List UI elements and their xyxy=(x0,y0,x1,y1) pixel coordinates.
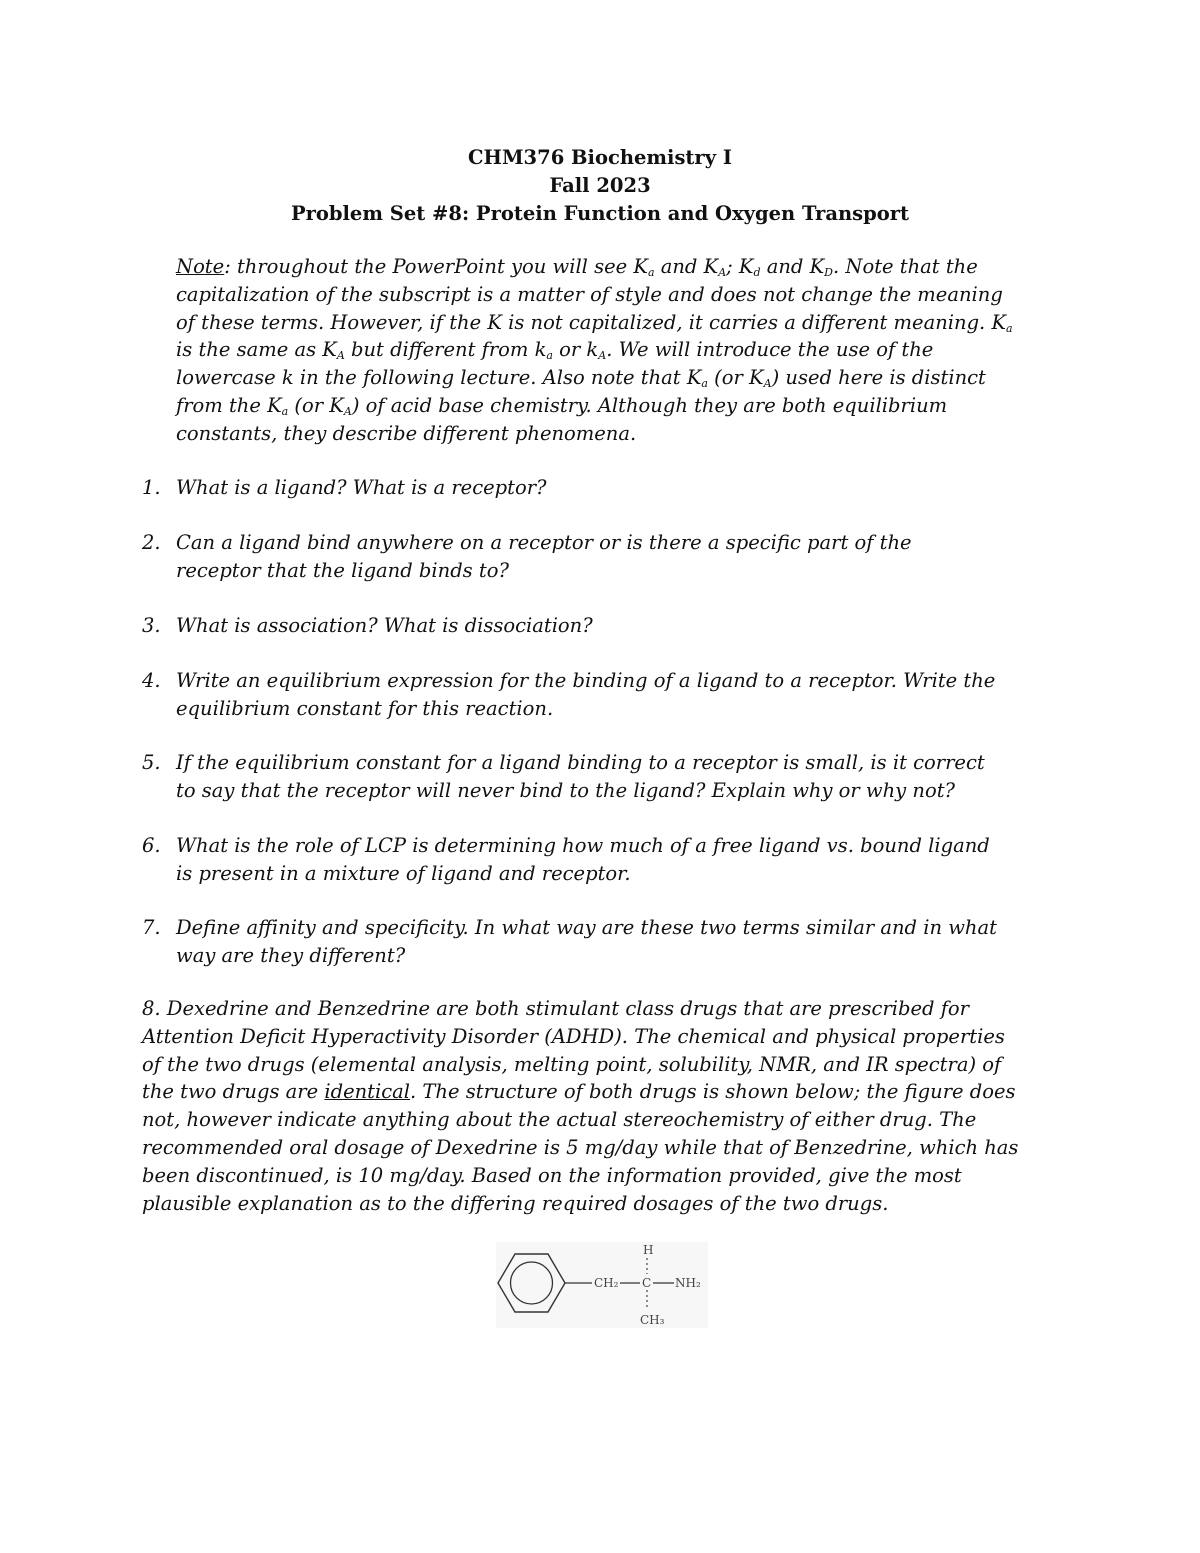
note-label: Note xyxy=(176,255,225,278)
subscript: A xyxy=(763,377,772,391)
question-8-paragraph xyxy=(142,995,1027,1217)
note-text: (or K xyxy=(707,366,764,390)
course-title: CHM376 Biochemistry I xyxy=(468,146,732,169)
ch2-label: CH₂ xyxy=(594,1276,619,1290)
question-number: 6. xyxy=(142,834,161,857)
subscript: a xyxy=(701,377,708,391)
benzene-ring xyxy=(498,1254,565,1312)
question-8-text: . The structure of both drugs is shown below; the figure does not, however indicate anything about the actual stereochemistry of either drug. The recommended oral dosage of Dexedrine is 5 mg/day while that of Benzedrine, which has been discontinued, is 10 mg/day. Based on the information provided, give the most plausible explanation as to the differing required dosages of the two drugs. xyxy=(142,1080,1019,1215)
subscript: A xyxy=(598,349,607,363)
central-carbon-label: C xyxy=(642,1276,652,1290)
note-text: and K xyxy=(760,255,825,278)
subscript: d xyxy=(753,266,761,279)
question-text: Can a ligand bind anywhere on a receptor or is there a specific part of the receptor that the ligand binds to? xyxy=(176,531,912,582)
subscript: A xyxy=(343,404,352,418)
note-text: and K xyxy=(654,255,719,278)
note-text: ; K xyxy=(726,255,754,278)
question-number: 2. xyxy=(142,531,161,554)
note-text: : throughout the PowerPoint you will see K xyxy=(224,255,648,278)
question-text: What is the role of LCP is determining how much of a free ligand vs. bound ligand is present in a mixture of ligand and receptor. xyxy=(176,834,990,885)
nh2-label: NH₂ xyxy=(675,1276,701,1290)
question-text: What is a ligand? What is a receptor? xyxy=(176,476,547,499)
question-number: 7. xyxy=(142,916,161,939)
question-8-emphasis: identical xyxy=(324,1080,411,1104)
note-text: but different from k xyxy=(344,338,547,362)
problem-set-title: Problem Set #8: Protein Function and Oxygen Transport xyxy=(290,202,910,225)
aromatic-circle xyxy=(511,1262,553,1304)
question-number: 4. xyxy=(142,669,161,692)
note-text: ) of acid base chemistry. Although they are both equilibrium constants, they describe different phenomena. xyxy=(176,393,948,445)
question-8-text: 8. Dexedrine and Benzedrine are both stimulant class drugs that are prescribed for Attention Deficit Hyperactivity Disorder (ADHD). The chemical and physical properties of the two drugs (elemental analysis, melting point, solubility, NMR, and IR spectra) of the two drugs are xyxy=(142,997,1005,1104)
question-number: 3. xyxy=(142,614,161,637)
question-text: Define affinity and specificity. In what way are these two terms similar and in what way are they different? xyxy=(176,916,997,967)
subscript: a xyxy=(281,404,289,418)
term: Fall 2023 xyxy=(549,174,651,197)
note-text: . We will introduce the use of the lowercase k in the following lecture. Also note that K xyxy=(176,338,934,390)
hydrogen-label: H xyxy=(643,1243,654,1257)
document-header xyxy=(0,144,1200,228)
note-text: (or K xyxy=(288,393,344,417)
question-text: If the equilibrium constant for a ligand binding to a receptor is small, is it correct to say that the receptor will never bind to the ligand? Explain why or why not? xyxy=(176,751,985,802)
question-number: 1. xyxy=(142,476,161,499)
subscript: D xyxy=(824,266,833,279)
question-text: What is association? What is dissociation? xyxy=(176,614,593,637)
subscript: a xyxy=(647,266,655,279)
structure-drawing xyxy=(496,1242,708,1328)
note-text: . Note that the capitalization of the subscript is a matter of style and does not change the meaning of these terms. However, if the K is not capitalized, it carries a different meaning. K xyxy=(176,255,1007,334)
subscript: A xyxy=(336,349,345,363)
subscript: a xyxy=(1006,321,1013,335)
note-text: ) used here is distinct from the K xyxy=(176,366,986,417)
question-text: Write an equilibrium expression for the binding of a ligand to a receptor. Write the equilibrium constant for this reaction. xyxy=(176,669,996,720)
note-text: is the same as K xyxy=(176,338,337,362)
question-number: 5. xyxy=(142,751,161,774)
note-paragraph xyxy=(176,253,1026,448)
note-text: or k xyxy=(552,338,599,362)
subscript: A xyxy=(718,266,727,279)
ch3-label: CH₃ xyxy=(640,1313,665,1327)
amphetamine-structure-figure xyxy=(496,1242,708,1328)
subscript: a xyxy=(546,349,553,363)
